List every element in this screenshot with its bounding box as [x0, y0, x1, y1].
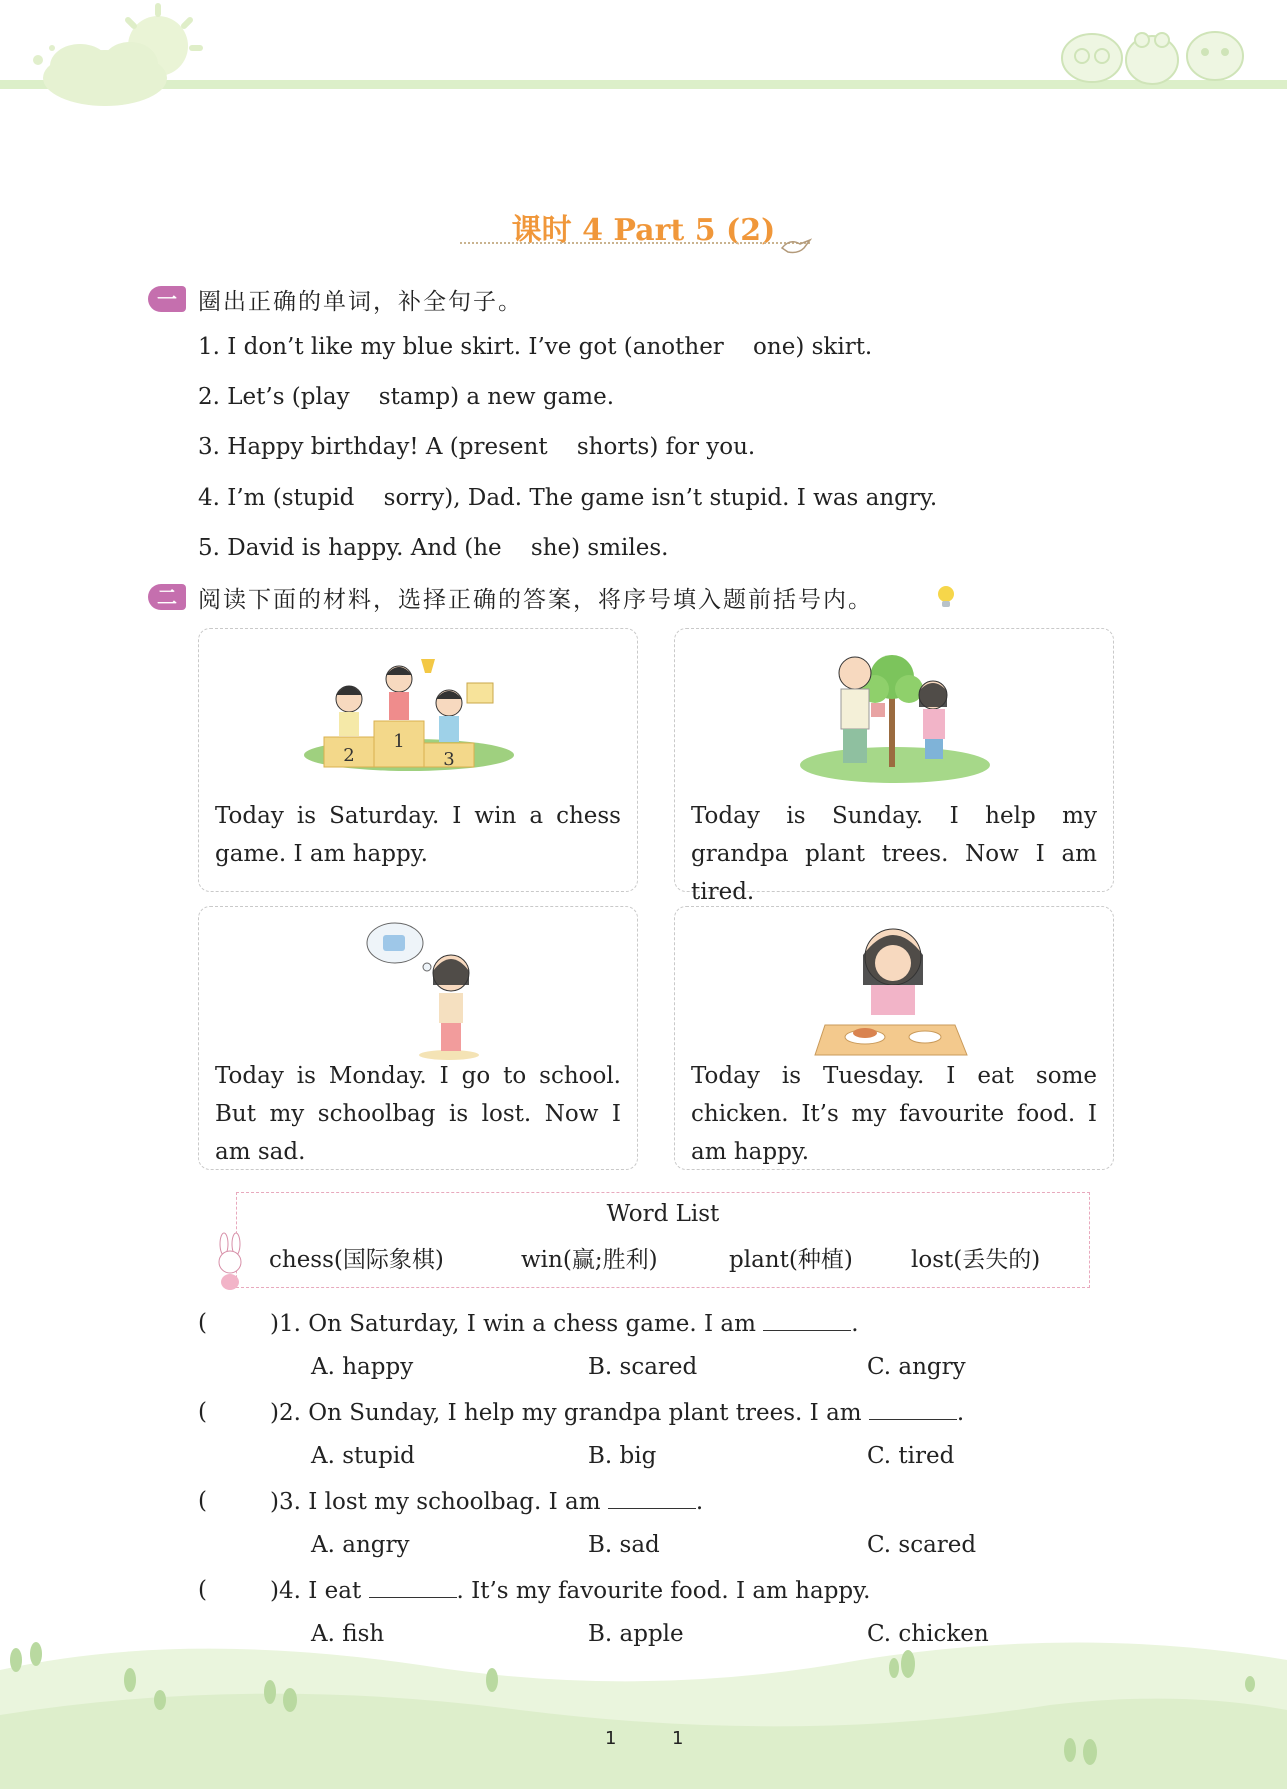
bird-icon — [780, 236, 812, 256]
grandpa-tree-illustration — [675, 637, 1113, 787]
reading-card-3 — [198, 906, 638, 1170]
animal-faces-icon — [1062, 32, 1243, 84]
reading-card-4 — [674, 906, 1114, 1170]
word-list-item: plant(种植) — [729, 1247, 853, 1273]
answer-blank[interactable] — [869, 1399, 957, 1420]
header-decoration — [0, 0, 1287, 110]
bunny-icon — [212, 1232, 248, 1292]
question-2-option-a: A. stupid — [311, 1443, 415, 1469]
question-1-option-a: A. happy — [311, 1354, 414, 1380]
card-3-text: Today is Monday. I go to school. But my schoolbag is lost. Now I am sad. — [215, 1063, 621, 1165]
page-number: 1 — [672, 1728, 684, 1749]
sun-cloud-icon — [33, 6, 200, 106]
reading-card-1 — [198, 628, 638, 892]
lesson-title: 课时 4 Part 5 (2) — [511, 213, 776, 248]
question-4: )4. I eat . It’s my favourite food. I am happy. — [270, 1578, 871, 1604]
question-1-option-b: B. scared — [588, 1354, 698, 1380]
question-3-option-c: C. scared — [867, 1532, 977, 1558]
question-3-option-a: A. angry — [311, 1532, 410, 1558]
question-2-option-b: B. big — [588, 1443, 657, 1469]
sentence-3: 3. Happy birthday! A (present shorts) for you. — [198, 434, 756, 460]
card-1-text: Today is Saturday. I win a chess game. I am happy. — [215, 803, 621, 867]
answer-blank[interactable] — [608, 1488, 696, 1509]
answer-blank[interactable] — [763, 1310, 851, 1331]
question-4-option-a: A. fish — [311, 1621, 385, 1647]
question-4-option-b: B. apple — [588, 1621, 684, 1647]
podium-label-1: 1 — [393, 731, 405, 752]
card-4-text: Today is Tuesday. I eat some chicken. It’s my favourite food. I am happy. — [691, 1063, 1097, 1165]
section-1-badge: 一 — [148, 286, 186, 312]
section-1-instruction: 圈出正确的单词，补全句子。 — [198, 289, 523, 315]
answer-paren-1: ( — [198, 1310, 207, 1336]
word-list-box — [236, 1192, 1090, 1288]
word-list-item: lost(丢失的) — [911, 1247, 1041, 1273]
reading-card-2 — [674, 628, 1114, 905]
question-2: )2. On Sunday, I help my grandpa plant trees. I am . — [270, 1400, 965, 1426]
girl-eating-illustration — [675, 915, 1113, 1065]
question-4-option-c: C. chicken — [867, 1621, 989, 1647]
chess-podium-illustration — [199, 637, 637, 787]
lightbulb-icon — [935, 584, 957, 610]
section-2-instruction: 阅读下面的材料，选择正确的答案，将序号填入题前括号内。 — [198, 587, 873, 613]
word-list-item: win(赢;胜利) — [521, 1247, 658, 1273]
podium-label-3: 3 — [443, 749, 455, 770]
word-list-title: Word List — [606, 1201, 720, 1227]
podium-label-2: 2 — [343, 745, 355, 766]
word-list-item: chess(国际象棋) — [269, 1247, 444, 1273]
answer-paren-3: ( — [198, 1488, 207, 1514]
answer-paren-4: ( — [198, 1577, 207, 1603]
question-1-option-c: C. angry — [867, 1354, 966, 1380]
sentence-1: 1. I don’t like my blue skirt. I’ve got (another one) skirt. — [198, 334, 873, 360]
card-2-text: Today is Sunday. I help my grandpa plant trees. Now I am tired. — [691, 803, 1097, 905]
sentence-4: 4. I’m (stupid sorry), Dad. The game isn’t stupid. I was angry. — [198, 485, 938, 511]
question-3-option-b: B. sad — [588, 1532, 660, 1558]
answer-paren-2: ( — [198, 1399, 207, 1425]
page-number: 1 — [605, 1728, 617, 1749]
sad-girl-illustration — [199, 915, 637, 1065]
section-2-badge: 二 — [148, 584, 186, 610]
question-3: )3. I lost my schoolbag. I am . — [270, 1489, 704, 1515]
answer-blank[interactable] — [369, 1577, 457, 1598]
sentence-2: 2. Let’s (play stamp) a new game. — [198, 384, 614, 410]
title-underline — [460, 242, 810, 244]
sentence-5: 5. David is happy. And (he she) smiles. — [198, 535, 669, 561]
question-2-option-c: C. tired — [867, 1443, 955, 1469]
question-1: )1. On Saturday, I win a chess game. I am . — [270, 1311, 859, 1337]
